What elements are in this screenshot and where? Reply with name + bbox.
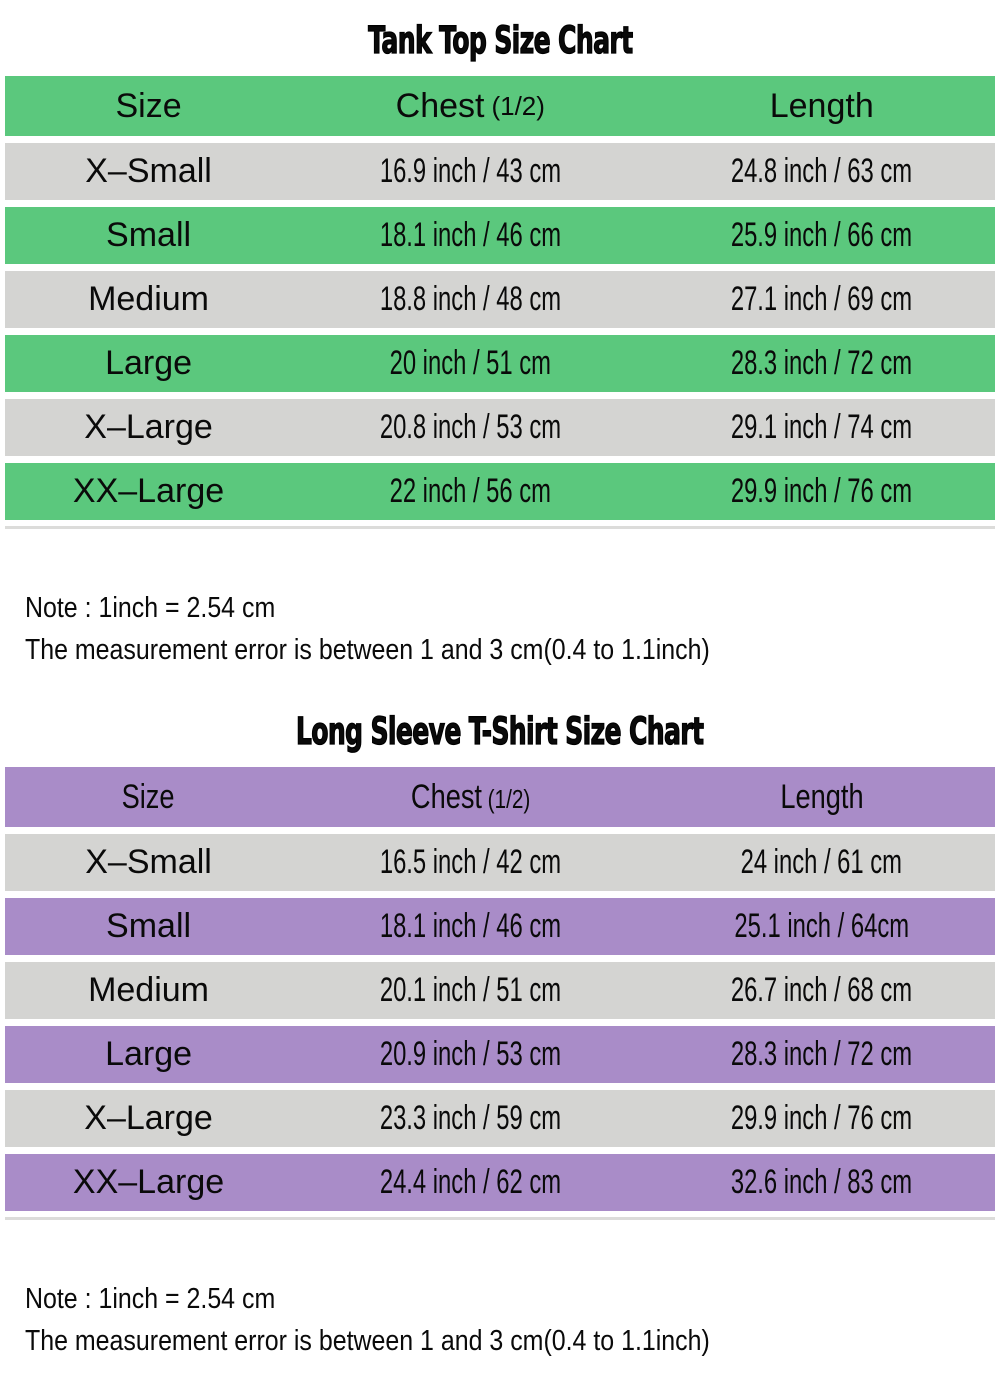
chest-cell: 20 inch / 51 cm [389,344,551,382]
size-cell: X–Small [85,152,212,190]
row-large [5,335,995,392]
length-cell: 28.3 inch / 72 cm [731,1035,913,1073]
header-length: Length [780,777,864,816]
chest-cell: 16.9 inch / 43 cm [379,152,561,190]
header-chest-wrap [411,778,530,817]
chest-cell: 16.5 inch / 42 cm [379,843,561,881]
size-cell: Medium [88,280,210,318]
note-line-1: Note : 1inch = 2.54 cm [25,592,276,624]
length-cell: 29.9 inch / 76 cm [731,1099,913,1137]
tank-top-notes [25,587,1000,671]
long-sleeve-title-text: Long Sleeve T-Shirt Size Chart [296,710,704,753]
note-line-2: The measurement error is between 1 and 3 cm(0.4 to 1.1inch) [25,634,710,666]
long-sleeve-section [0,707,1000,1362]
header-chest-sub: (1/2) [491,90,545,121]
header-chest [292,767,648,827]
row-small [5,207,995,264]
tank-top-section [0,16,1000,671]
size-cell: Medium [88,971,210,1009]
header-size: Size [122,777,175,816]
length-cell: 27.1 inch / 69 cm [731,280,913,318]
chest-cell: 18.1 inch / 46 cm [379,216,561,254]
header-chest-main: Chest [410,777,482,816]
size-cell: Large [105,344,193,382]
chest-cell: 18.1 inch / 46 cm [379,907,561,945]
size-cell: Small [106,907,192,945]
size-cell: Large [105,1035,193,1073]
note-line-1: Note : 1inch = 2.54 cm [25,1283,276,1315]
long-sleeve-header-row [5,767,995,827]
length-cell: 24.8 inch / 63 cm [731,152,913,190]
header-size: Size [115,86,182,125]
row-x-large [5,399,995,456]
chest-cell: 20.9 inch / 53 cm [379,1035,561,1073]
tank-top-header-row [5,76,995,136]
table-bottom-strip [5,1217,995,1220]
size-cell: X–Large [84,1099,213,1137]
length-cell: 24 inch / 61 cm [741,843,903,881]
row-small [5,898,995,955]
chest-cell: 20.1 inch / 51 cm [379,971,561,1009]
note-line-2: The measurement error is between 1 and 3 cm(0.4 to 1.1inch) [25,1325,710,1357]
long-sleeve-table [5,767,995,1220]
chest-cell: 20.8 inch / 53 cm [379,408,561,446]
long-sleeve-notes [25,1278,1000,1362]
row-large [5,1026,995,1083]
size-cell: Small [106,216,192,254]
row-x-small [5,143,995,200]
header-chest [292,76,648,136]
length-cell: 28.3 inch / 72 cm [731,344,913,382]
header-length: Length [769,86,874,125]
header-chest-main: Chest [395,86,485,125]
header-chest-sub: (1/2) [487,783,531,814]
length-cell: 25.9 inch / 66 cm [731,216,913,254]
table-bottom-strip [5,526,995,529]
row-x-large [5,1090,995,1147]
length-cell: 25.1 inch / 64cm [734,907,910,945]
chest-cell: 24.4 inch / 62 cm [379,1163,561,1201]
row-medium [5,962,995,1019]
row-xx-large [5,1154,995,1211]
tank-top-table [5,76,995,529]
length-cell: 26.7 inch / 68 cm [731,971,913,1009]
chest-cell: 23.3 inch / 59 cm [379,1099,561,1137]
tank-top-title-text: Tank Top Size Chart [367,19,633,62]
size-cell: XX–Large [72,472,225,510]
row-xx-large [5,463,995,520]
row-x-small [5,834,995,891]
length-cell: 29.9 inch / 76 cm [731,472,913,510]
size-cell: X–Large [84,408,213,446]
row-medium [5,271,995,328]
tank-top-title [0,16,1000,66]
size-cell: X–Small [85,843,212,881]
size-cell: XX–Large [72,1163,225,1201]
long-sleeve-title [0,707,1000,757]
length-cell: 32.6 inch / 83 cm [731,1163,913,1201]
chest-cell: 22 inch / 56 cm [389,472,551,510]
chest-cell: 18.8 inch / 48 cm [379,280,561,318]
length-cell: 29.1 inch / 74 cm [731,408,913,446]
